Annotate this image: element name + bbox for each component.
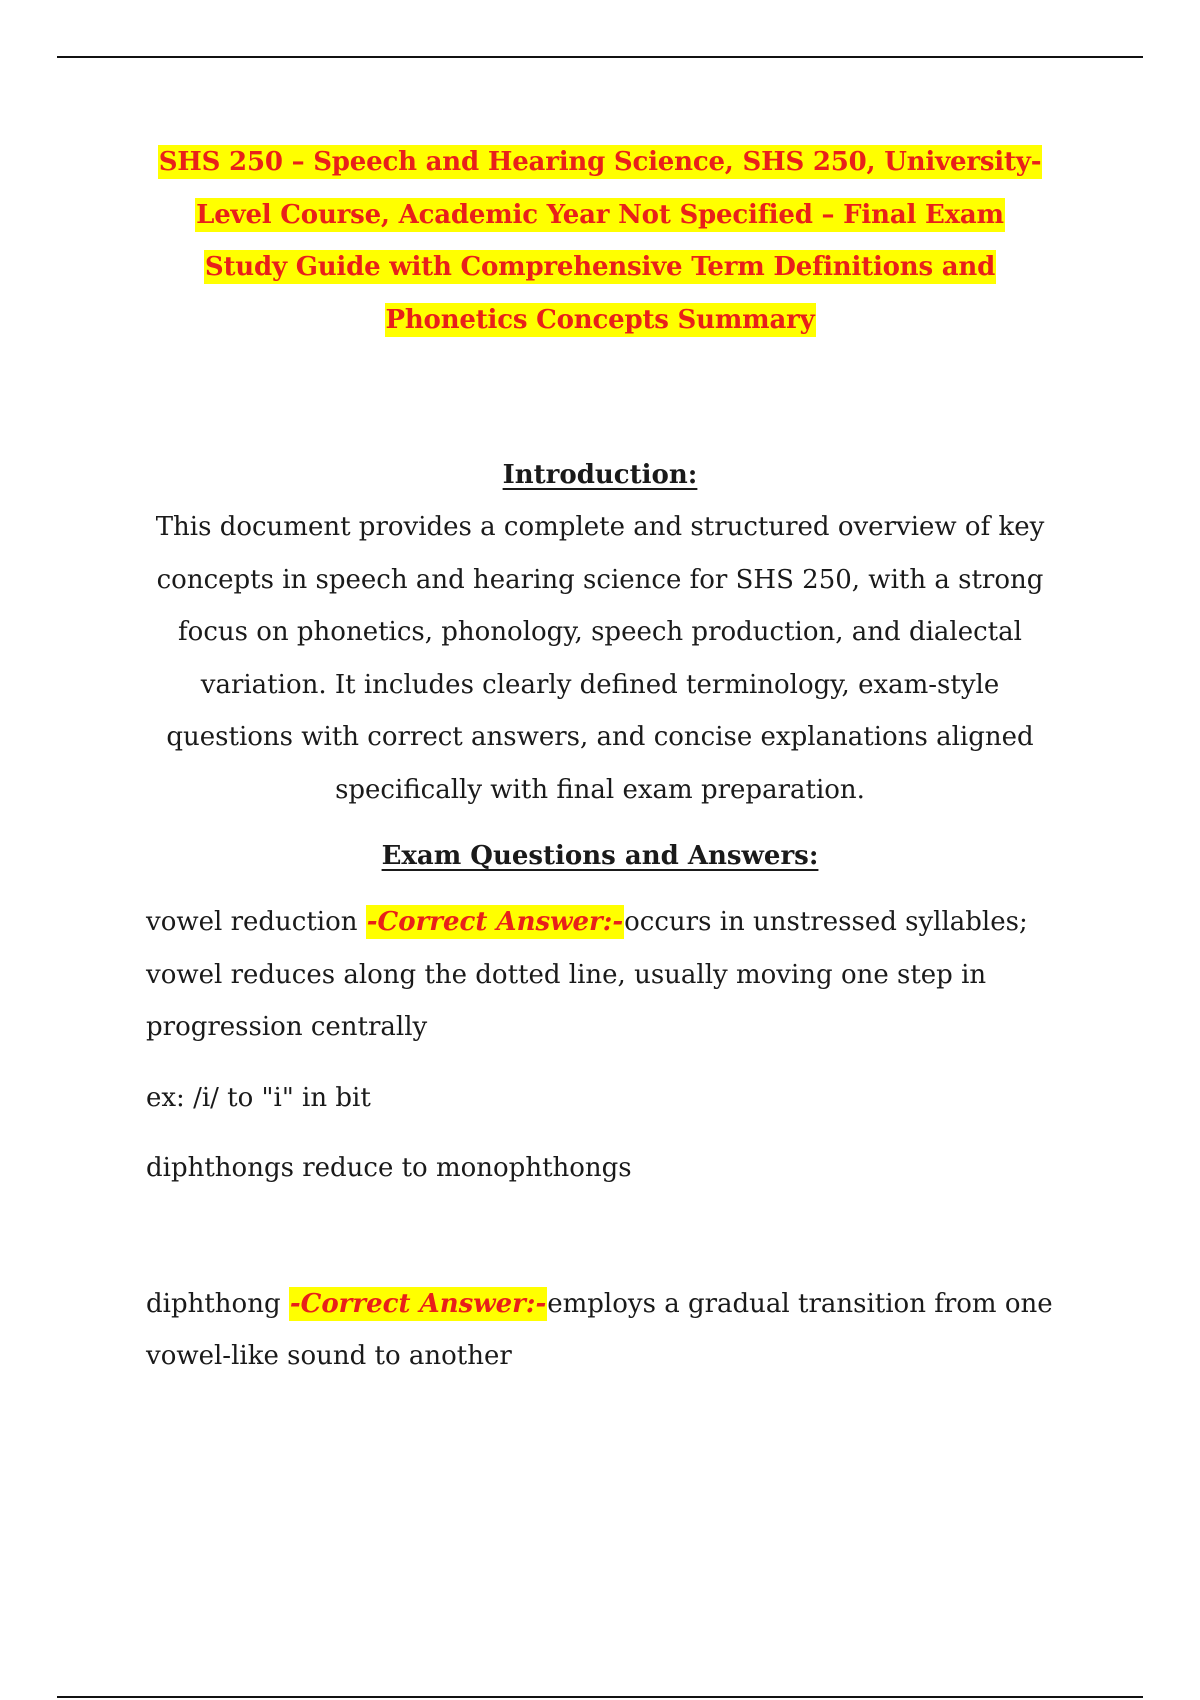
introduction-text: This document provides a complete and structured overview of key concepts in speech and hearing science for SHS 250, with a strong focus on phonetics, phonology, speech production, and dialectal variation. It includes clearly defined terminology, exam-style questions with correct answers, and concise explanations aligned specifically with final exam preparation. [155, 512, 1045, 805]
title-line: SHS 250 – Speech and Hearing Science, SHS 250, University- [158, 147, 1042, 177]
introduction-heading: Introduction: [502, 460, 698, 490]
qa-term: diphthong [146, 1288, 281, 1319]
exam-questions-heading: Exam Questions and Answers: [381, 841, 819, 871]
correct-answer-tag: -Correct Answer:- [366, 907, 624, 937]
qa-answer: employs a gradual transition from one vowel-like sound to another [146, 1288, 1053, 1371]
qa-example: ex: /i/ to "i" in bit [146, 1082, 371, 1113]
document-title [146, 136, 1054, 346]
title-line: Level Course, Academic Year Not Specified – Final Exam [196, 199, 1004, 230]
title-line: Study Guide with Comprehensive Term Definitions and [204, 252, 996, 282]
qa-term: vowel reduction [146, 907, 358, 937]
top-rule [57, 56, 1143, 58]
bottom-rule [57, 1696, 1143, 1698]
qa-answer: occurs in unstressed syllables; vowel reduces along the dotted line, usually moving one step in progression centrally [146, 907, 1028, 1042]
qa-item-diphthong [146, 1278, 1054, 1383]
document-page [146, 136, 1054, 1383]
qa-item-vowel-reduction [146, 896, 1054, 1054]
correct-answer-tag: -Correct Answer:- [289, 1288, 547, 1319]
qa-note: diphthongs reduce to monophthongs [146, 1152, 632, 1183]
title-line: Phonetics Concepts Summary [385, 304, 815, 335]
